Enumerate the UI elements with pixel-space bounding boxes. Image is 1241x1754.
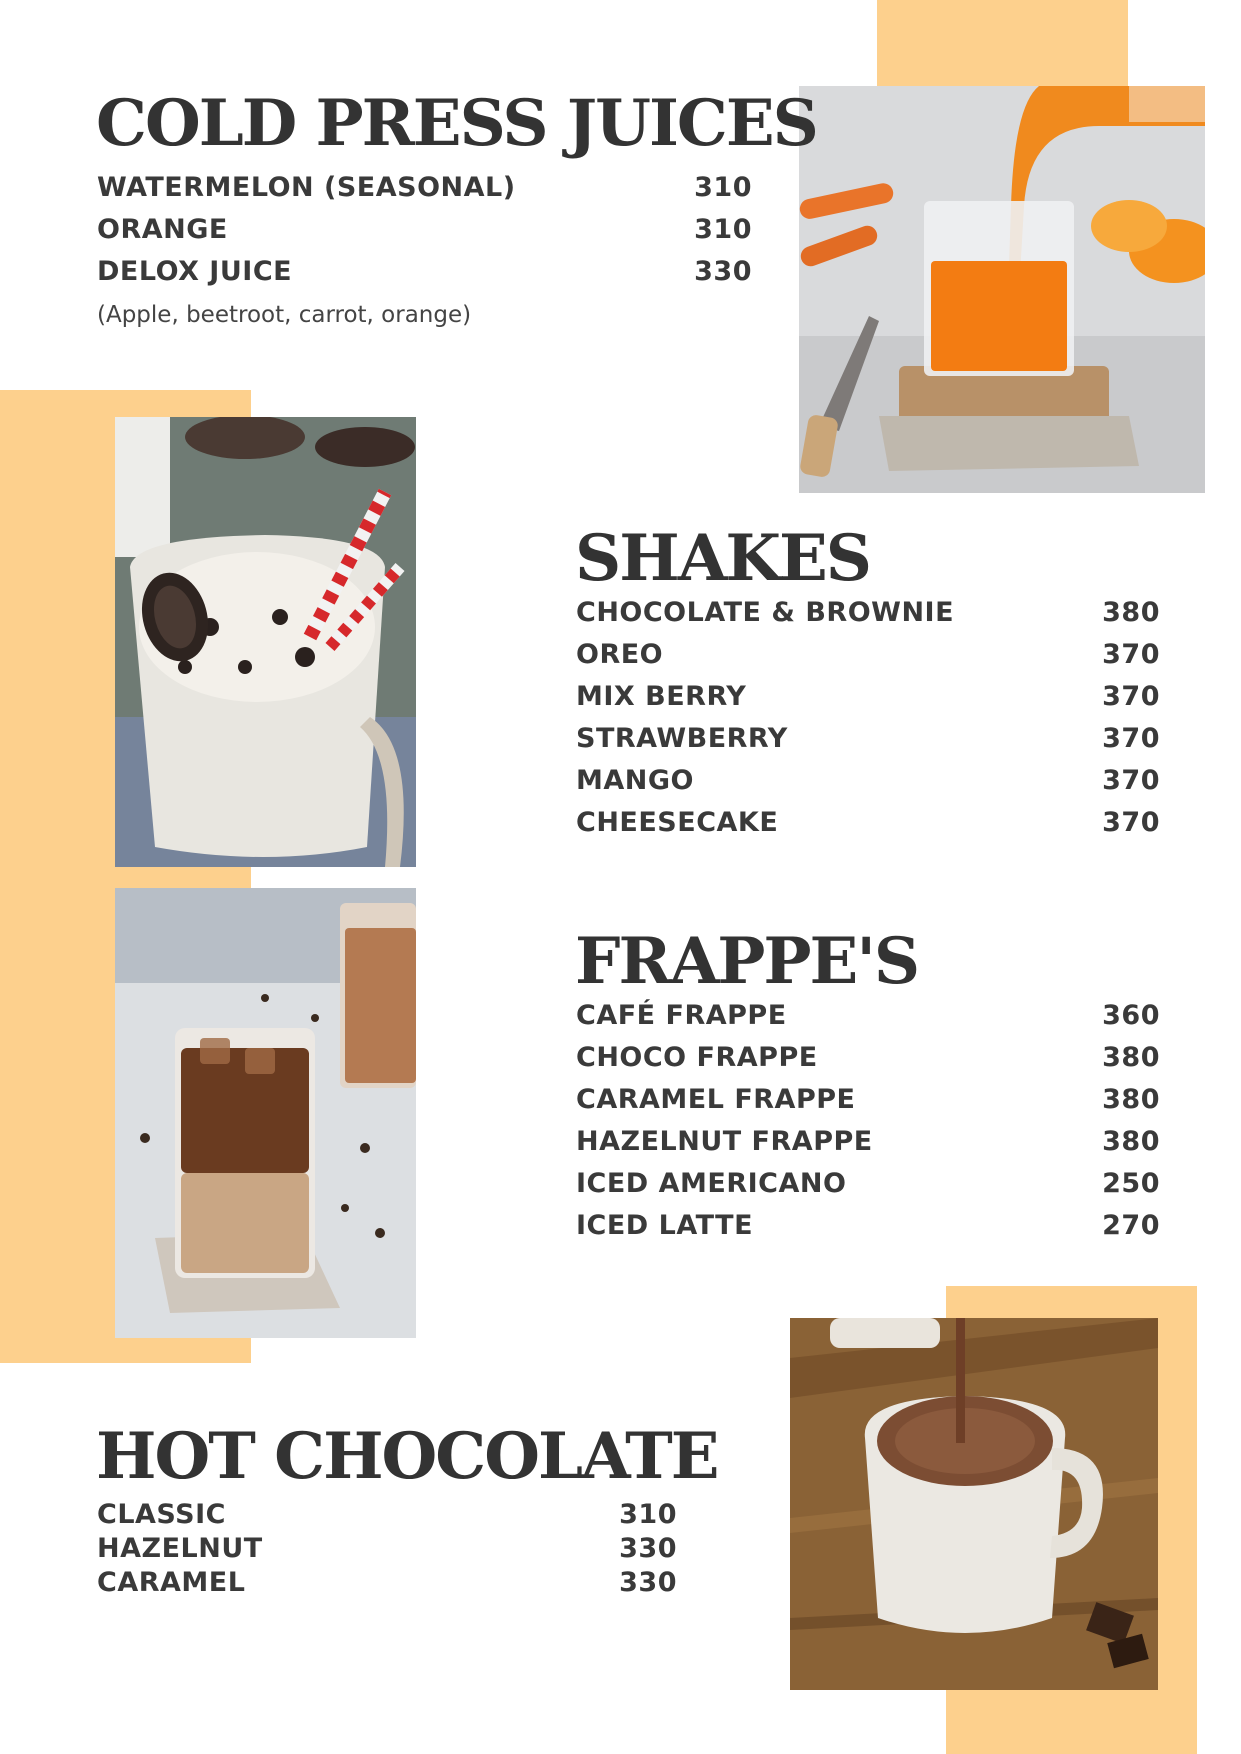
shakes-heading: SHAKES — [575, 521, 870, 596]
menu-item — [576, 1078, 1160, 1120]
item-price: 310 — [619, 1498, 677, 1530]
item-name: ICED AMERICANO — [576, 1167, 847, 1199]
menu-item — [97, 208, 752, 250]
hot-chocolate-list — [97, 1497, 677, 1599]
item-name: CARAMEL FRAPPE — [576, 1083, 856, 1115]
item-name: OREO — [576, 638, 664, 670]
menu-item — [576, 717, 1160, 759]
shakes-list — [576, 591, 1160, 843]
menu-item — [576, 1162, 1160, 1204]
hot-chocolate-photo — [790, 1318, 1158, 1690]
item-name: CLASSIC — [97, 1498, 226, 1530]
item-price: 370 — [1102, 680, 1160, 712]
menu-item — [97, 1565, 677, 1599]
item-price: 270 — [1102, 1209, 1160, 1241]
item-name: DELOX JUICE — [97, 255, 293, 287]
item-name: CHEESECAKE — [576, 806, 779, 838]
menu-item — [576, 1036, 1160, 1078]
menu-item — [576, 994, 1160, 1036]
menu-item — [576, 801, 1160, 843]
item-name: CHOCOLATE & BROWNIE — [576, 596, 955, 628]
menu-item — [576, 633, 1160, 675]
menu-item — [97, 250, 752, 292]
item-price: 370 — [1102, 722, 1160, 754]
cold-press-juices-heading: COLD PRESS JUICES — [96, 86, 817, 161]
oreo-shake-photo — [115, 417, 416, 867]
accent-block-top-right — [877, 0, 1128, 86]
item-name: HAZELNUT — [97, 1532, 263, 1564]
menu-item — [576, 759, 1160, 801]
menu-item — [576, 1120, 1160, 1162]
item-price: 330 — [619, 1566, 677, 1598]
item-price: 380 — [1102, 1083, 1160, 1115]
item-price: 310 — [694, 171, 752, 203]
item-name: HAZELNUT FRAPPE — [576, 1125, 873, 1157]
frappes-heading: FRAPPE'S — [575, 924, 919, 999]
item-name: CHOCO FRAPPE — [576, 1041, 818, 1073]
frappes-list — [576, 994, 1160, 1246]
item-price: 310 — [694, 213, 752, 245]
orange-juice-photo — [799, 86, 1205, 493]
item-name: MANGO — [576, 764, 694, 796]
menu-item — [97, 1497, 677, 1531]
menu-item — [576, 675, 1160, 717]
item-name: CAFÉ FRAPPE — [576, 999, 787, 1031]
hot-chocolate-heading: HOT CHOCOLATE — [96, 1419, 718, 1494]
item-price: 380 — [1102, 1041, 1160, 1073]
item-price: 330 — [619, 1532, 677, 1564]
item-name: WATERMELON (SEASONAL) — [97, 171, 516, 203]
menu-item — [97, 166, 752, 208]
item-price: 360 — [1102, 999, 1160, 1031]
item-name: ICED LATTE — [576, 1209, 754, 1241]
item-price: 250 — [1102, 1167, 1160, 1199]
item-name: CARAMEL — [97, 1566, 246, 1598]
menu-item — [97, 1531, 677, 1565]
menu-item — [576, 1204, 1160, 1246]
item-price: 370 — [1102, 764, 1160, 796]
item-price: 370 — [1102, 806, 1160, 838]
delox-juice-note: (Apple, beetroot, carrot, orange) — [97, 302, 472, 328]
iced-coffee-photo — [115, 888, 416, 1338]
item-name: STRAWBERRY — [576, 722, 788, 754]
menu-item — [576, 591, 1160, 633]
item-name: ORANGE — [97, 213, 228, 245]
item-price: 370 — [1102, 638, 1160, 670]
item-price: 380 — [1102, 1125, 1160, 1157]
item-name: MIX BERRY — [576, 680, 747, 712]
cold-press-juices-list — [97, 166, 752, 292]
item-price: 380 — [1102, 596, 1160, 628]
item-price: 330 — [694, 255, 752, 287]
